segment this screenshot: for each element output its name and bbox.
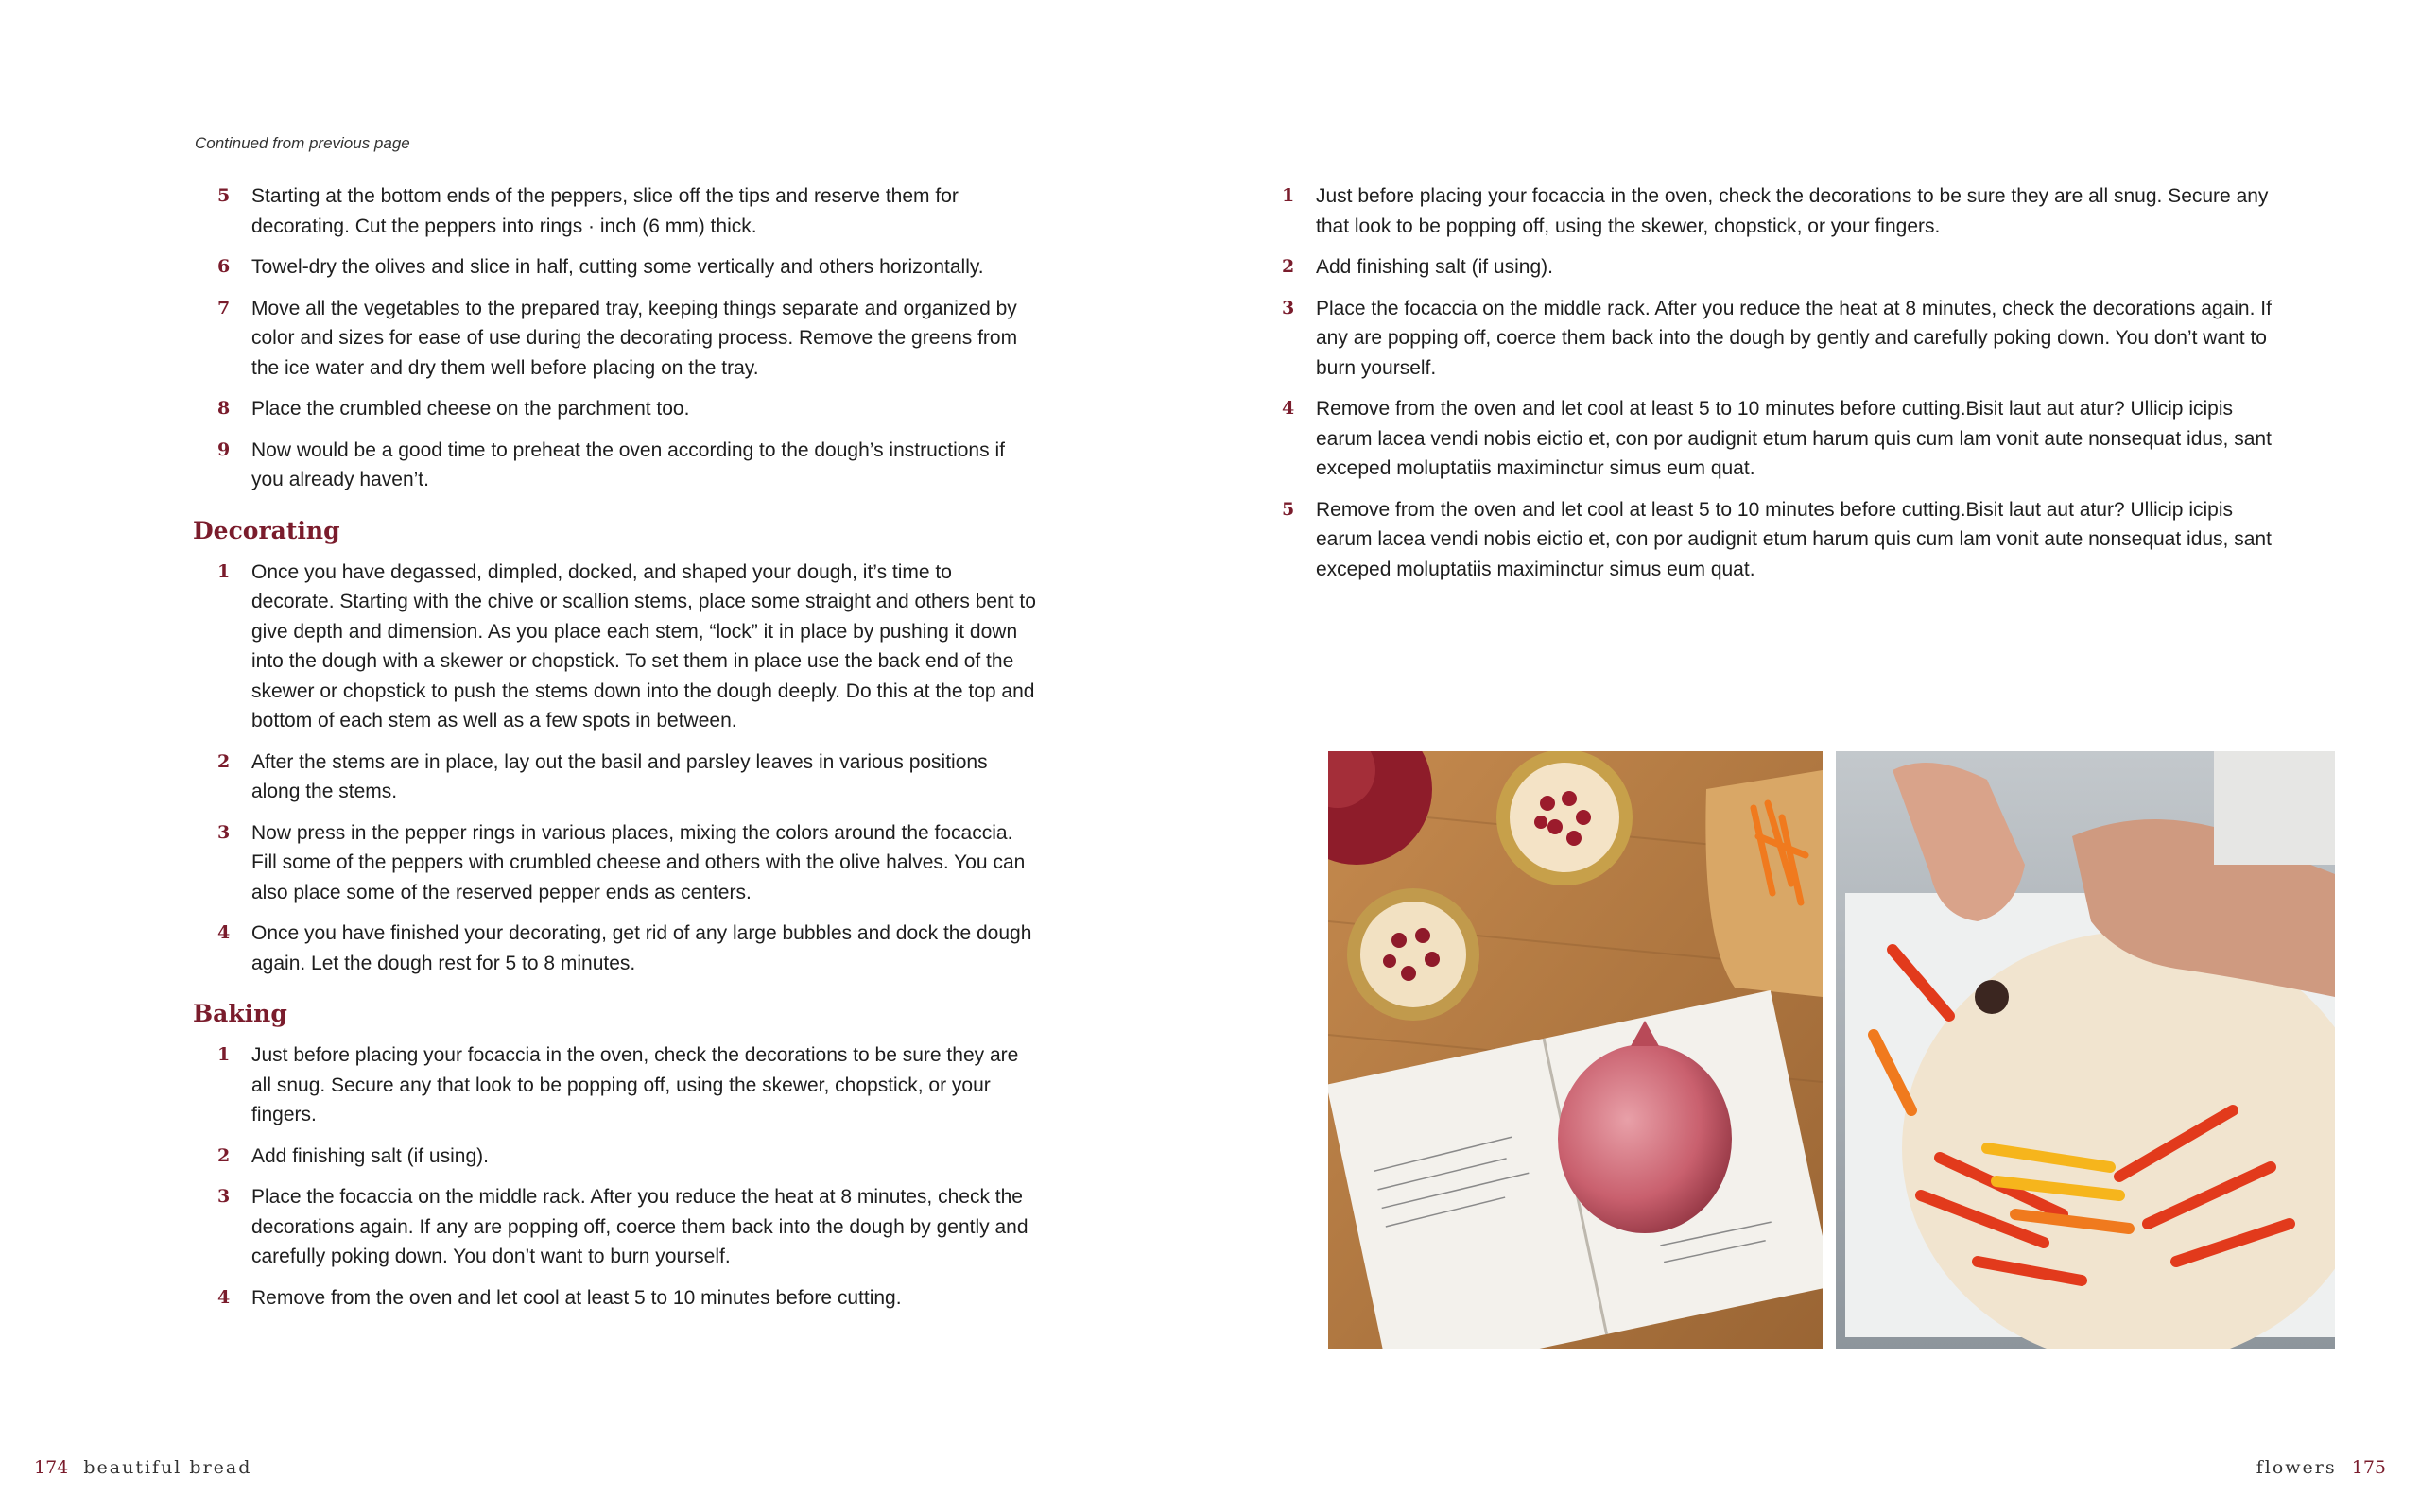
right-steps-list	[1257, 181, 2278, 584]
prep-steps-list	[193, 181, 1039, 495]
step-text: After the stems are in place, lay out the basil and parsley leaves in various positions along the stems.	[251, 750, 988, 802]
step-number: 4	[217, 922, 231, 943]
decorating-steps-list	[193, 558, 1039, 979]
running-title: flowers	[2256, 1457, 2337, 1478]
step-number: 5	[1282, 498, 1295, 520]
step-text: Once you have degassed, dimpled, docked, and shaped your dough, it’s time to decorate. Starting with the chive or scallion stems, place some straight and others bent to give depth and dimension. As you place each stem, “lock” it in place by pushing it down into the dough with a skewer or chopstick. To set them in place use the back end of the skewer or chopstick to push the stems down into the dough deeply. Do this at the top and bottom of each stem as well as a few spots in between.	[251, 560, 1036, 731]
list-item	[1257, 394, 2278, 484]
step-number: 2	[217, 750, 231, 772]
list-item	[193, 436, 1039, 495]
list-item	[193, 1283, 1039, 1314]
step-number: 6	[217, 256, 231, 277]
step-text: Just before placing your focaccia in the oven, check the decorations to be sure they are all snug. Secure any that look to be popping off, using the skewer, chopstick, or your fingers.	[1316, 185, 2269, 237]
photo-decorating-dough	[1836, 751, 2335, 1349]
step-number: 3	[217, 821, 231, 843]
list-item	[193, 558, 1039, 736]
section-title-decorating: Decorating	[193, 516, 340, 544]
step-text: Now would be a good time to preheat the oven according to the dough’s instructions if you already haven’t.	[251, 438, 1005, 490]
list-item	[193, 181, 1039, 241]
step-number: 4	[1282, 398, 1295, 419]
step-text: Starting at the bottom ends of the peppers, slice off the tips and reserve them for decorating. Cut the peppers into rings · inch (6 mm) thick.	[251, 185, 959, 237]
footer-right	[2256, 1457, 2386, 1478]
list-item	[193, 294, 1039, 384]
right-column	[1257, 181, 2278, 595]
step-number: 3	[1282, 297, 1295, 318]
step-text: Place the focaccia on the middle rack. After you reduce the heat at 8 minutes, check the decorations again. If any are popping off, coerce them back into the dough by gently and carefully poking down. You don’t want to burn yourself.	[251, 1186, 1028, 1267]
step-text: Remove from the oven and let cool at least 5 to 10 minutes before cutting.Bisit laut aut atur? Ullicip icipis earum lacea vendi nobis eictio et, con por audignit etum harum quis cum lam vonit aute nonsequat idus, sant exceped moluptatiis maximinctur simus eum quat.	[1316, 498, 2272, 580]
step-text: Just before placing your focaccia in the oven, check the decorations to be sure they are all snug. Secure any that look to be popping off, using the skewer, chopstick, or your fingers.	[251, 1044, 1019, 1125]
step-number: 7	[217, 297, 231, 318]
continued-note: Continued from previous page	[195, 134, 410, 152]
list-item	[193, 1142, 1039, 1172]
step-text: Once you have finished your decorating, get rid of any large bubbles and dock the dough again. Let the dough rest for 5 to 8 minutes.	[251, 922, 1032, 974]
step-number: 1	[217, 560, 231, 582]
step-number: 4	[217, 1286, 231, 1308]
pomegranate-illustration	[1328, 751, 1823, 1349]
step-number: 1	[1282, 185, 1295, 206]
list-item	[1257, 495, 2278, 585]
list-item	[193, 747, 1039, 807]
step-text: Towel-dry the olives and slice in half, cutting some vertically and others horizontally.	[251, 256, 984, 278]
step-text: Place the focaccia on the middle rack. After you reduce the heat at 8 minutes, check the decorations again. If any are popping off, coerce them back into the dough by gently and carefully poking down. You don’t want to burn yourself.	[1316, 297, 2272, 379]
step-text: Add finishing salt (if using).	[251, 1144, 489, 1167]
step-text: Remove from the oven and let cool at least 5 to 10 minutes before cutting.	[251, 1286, 902, 1309]
step-number: 2	[217, 1144, 231, 1166]
step-number: 9	[217, 438, 231, 460]
section-title-baking: Baking	[193, 1000, 287, 1027]
step-number: 5	[217, 185, 231, 206]
step-number: 2	[1282, 256, 1295, 277]
list-item	[1257, 252, 2278, 283]
list-item	[193, 252, 1039, 283]
list-item	[193, 1182, 1039, 1272]
page-number: 175	[2351, 1457, 2386, 1478]
step-text: Now press in the pepper rings in various places, mixing the colors around the focaccia. Fill some of the peppers with crumbled cheese and others with the olive halves. You can also place some of the reserved pepper ends as centers.	[251, 821, 1026, 903]
photo-pomegranate-sketchbook	[1328, 751, 1823, 1349]
list-item	[193, 919, 1039, 978]
footer-left	[34, 1457, 251, 1478]
list-item	[193, 394, 1039, 424]
running-title: beautiful bread	[83, 1457, 252, 1478]
step-text: Add finishing salt (if using).	[1316, 256, 1553, 278]
left-column	[193, 181, 1039, 1324]
dough-decorating-illustration	[1836, 751, 2335, 1349]
baking-steps-list	[193, 1040, 1039, 1313]
step-text: Place the crumbled cheese on the parchment too.	[251, 398, 690, 420]
list-item	[1257, 294, 2278, 384]
list-item	[193, 818, 1039, 908]
list-item	[193, 1040, 1039, 1130]
list-item	[1257, 181, 2278, 241]
step-number: 8	[217, 398, 231, 419]
page-number: 174	[34, 1457, 69, 1478]
step-text: Move all the vegetables to the prepared tray, keeping things separate and organized by color and sizes for ease of use during the decorating process. Remove the greens from the ice water and dry them well before placing on the tray.	[251, 297, 1018, 379]
step-text: Remove from the oven and let cool at least 5 to 10 minutes before cutting.Bisit laut aut atur? Ullicip icipis earum lacea vendi nobis eictio et, con por audignit etum harum quis cum lam vonit aute nonsequat idus, sant exceped moluptatiis maximinctur simus eum quat.	[1316, 398, 2272, 479]
step-number: 1	[217, 1044, 231, 1065]
step-number: 3	[217, 1186, 231, 1207]
